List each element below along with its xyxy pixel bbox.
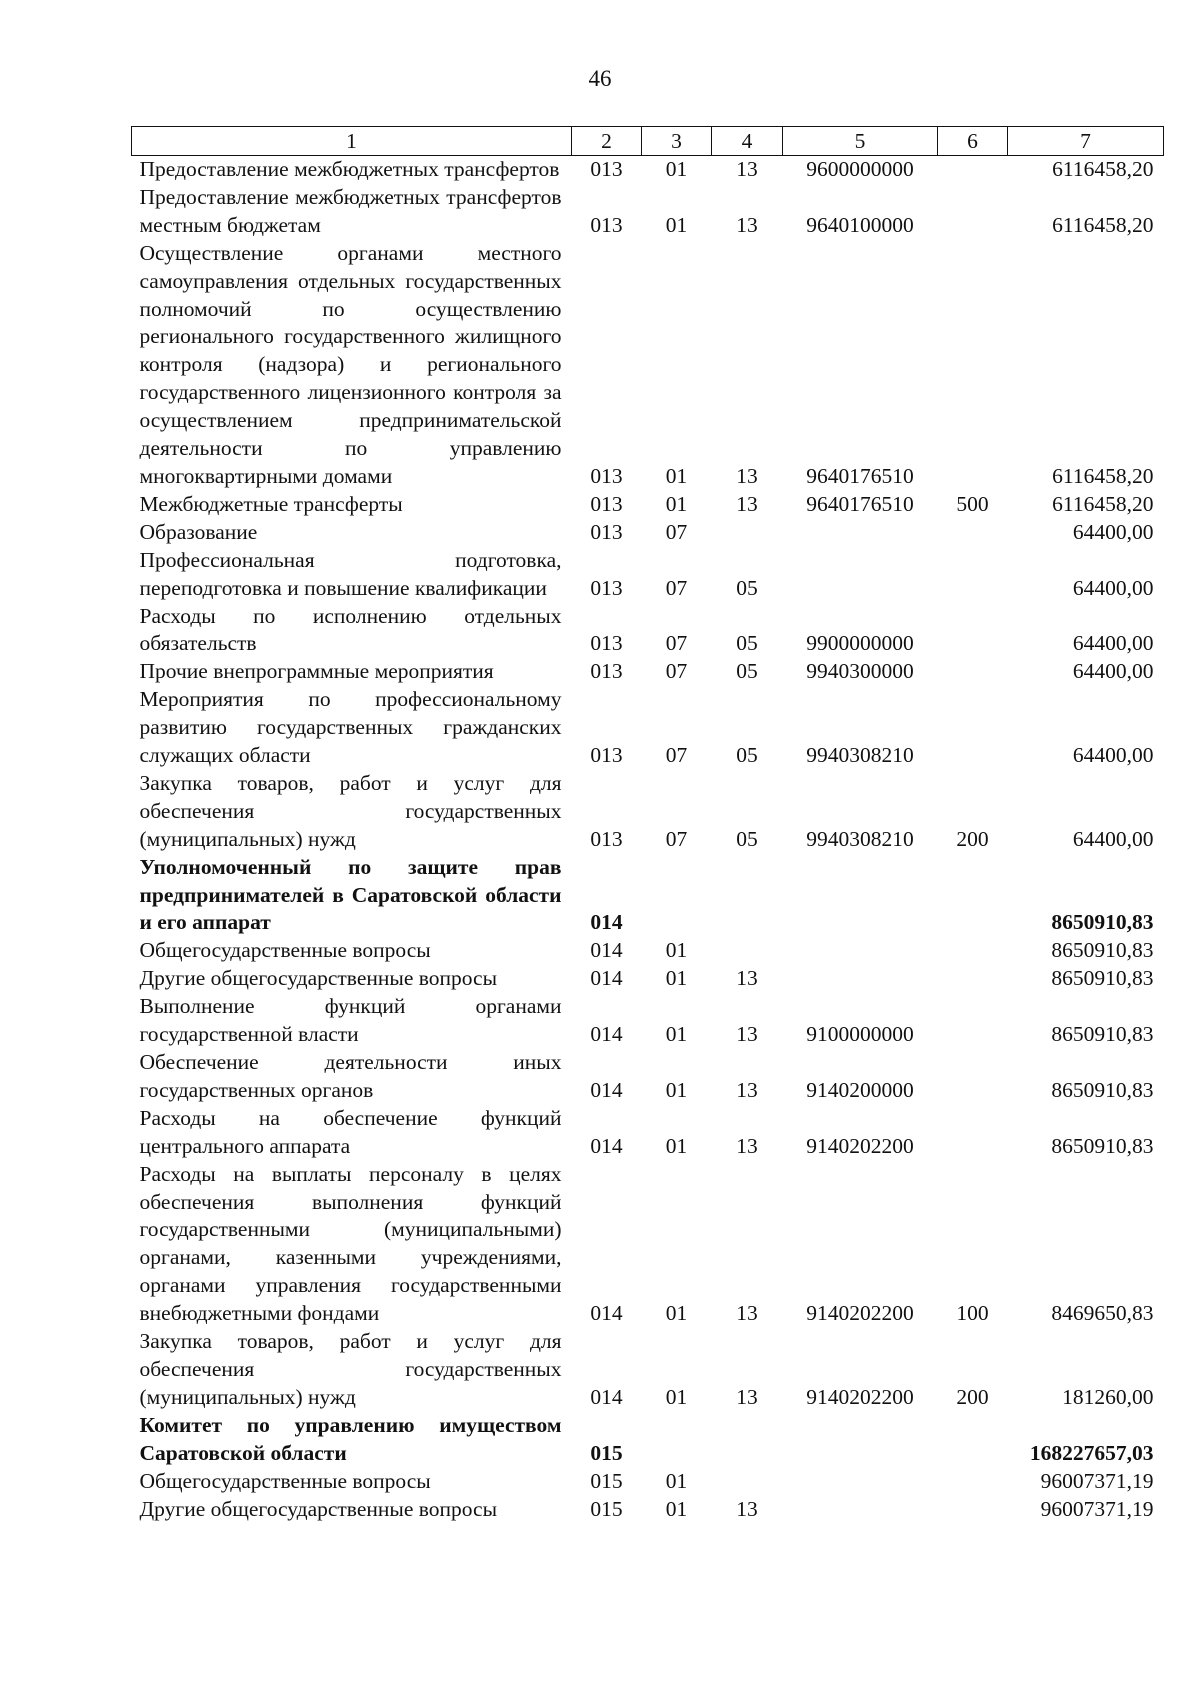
ministry-code-cell: 015 — [590, 1440, 623, 1465]
target-article-cell: 9900000000 — [806, 631, 914, 656]
row-name-cell: Расходы на обеспечение функций центрального аппарата — [139, 1105, 562, 1158]
row-name-cell: Образование — [139, 519, 258, 544]
row-name-cell: Общегосударственные вопросы — [139, 938, 431, 963]
subsection-code-cell: 13 — [736, 1077, 758, 1102]
ministry-code-cell: 014 — [590, 966, 623, 991]
header-cell: 7 — [1008, 127, 1164, 156]
row-name-cell: Осуществление органами местного самоуправления отдельных государственных полномочий по осуществлению регионального государственного жилищного контроля (надзора) и регионального государственного лицензионного контроля за осуществлением предпринимательской деятельности по управлению многоквартирными домами — [139, 240, 562, 488]
ministry-code-cell: 013 — [590, 519, 623, 544]
sum-cell: 6116458,20 — [1052, 212, 1154, 237]
ministry-code-cell: 013 — [590, 491, 623, 516]
expense-type-cell — [938, 658, 1008, 686]
ministry-code-cell: 013 — [590, 631, 623, 656]
expense-type-cell — [938, 240, 1008, 491]
subsection-code-cell: 13 — [736, 966, 758, 991]
ministry-code-cell: 014 — [590, 910, 623, 935]
table-row — [132, 491, 1164, 519]
table-row — [132, 603, 1164, 659]
expense-type-cell — [938, 184, 1008, 240]
sum-cell: 8469650,83 — [1051, 1301, 1154, 1326]
subsection-code-cell: 13 — [736, 212, 758, 237]
table-row — [132, 1468, 1164, 1496]
sum-cell: 8650910,83 — [1051, 910, 1154, 935]
section-code-cell: 07 — [665, 826, 688, 851]
ministry-code-cell: 013 — [590, 659, 623, 684]
subsection-code-cell: 05 — [736, 659, 758, 684]
subsection-code-cell: 13 — [736, 463, 758, 488]
table-row — [132, 240, 1164, 491]
sum-cell: 64400,00 — [1072, 631, 1154, 656]
row-name-cell: Закупка товаров, работ и услуг для обеспечения государственных (муниципальных) нужд — [139, 1329, 562, 1409]
subsection-code-cell: 13 — [736, 1022, 758, 1047]
ministry-code-cell: 013 — [590, 826, 623, 851]
table-row — [132, 547, 1164, 603]
expense-type-cell: 100 — [956, 1301, 989, 1326]
sum-cell: 6116458,20 — [1052, 491, 1154, 516]
expense-type-cell — [938, 854, 1008, 938]
ministry-code-cell: 013 — [590, 575, 623, 600]
subsection-code-cell — [712, 1468, 783, 1496]
section-code-cell: 01 — [665, 966, 688, 991]
table-row — [132, 1328, 1164, 1412]
target-article-cell — [783, 519, 938, 547]
target-article-cell: 9140200000 — [806, 1077, 914, 1102]
table-row — [132, 965, 1164, 993]
sum-cell: 96007371,19 — [1040, 1496, 1154, 1521]
page-number: 46 — [588, 66, 612, 91]
expense-type-cell — [938, 1468, 1008, 1496]
ministry-code-cell: 014 — [590, 1022, 623, 1047]
target-article-cell — [783, 854, 938, 938]
row-name-cell: Межбюджетные трансферты — [139, 491, 403, 516]
expense-type-cell — [938, 547, 1008, 603]
ministry-code-cell: 014 — [590, 1133, 623, 1158]
section-code-cell: 01 — [665, 1468, 688, 1493]
subsection-code-cell — [712, 854, 783, 938]
section-code-cell: 07 — [665, 575, 688, 600]
section-code-cell: 07 — [665, 659, 688, 684]
section-code-cell: 01 — [665, 157, 688, 181]
section-code-cell: 07 — [665, 631, 688, 656]
ministry-code-cell: 014 — [590, 938, 623, 963]
header-row — [132, 127, 1164, 156]
target-article-cell: 9640176510 — [806, 491, 914, 516]
table-row — [132, 770, 1164, 854]
sum-cell: 64400,00 — [1072, 743, 1154, 768]
section-code-cell: 07 — [665, 743, 688, 768]
target-article-cell: 9940300000 — [806, 659, 914, 684]
header-cell: 3 — [642, 127, 712, 156]
target-article-cell — [783, 1468, 938, 1496]
section-code-cell: 01 — [665, 1301, 688, 1326]
row-name-cell: Профессиональная подготовка, переподготовка и повышение квалификации — [139, 547, 562, 600]
row-name-cell: Прочие внепрограммные мероприятия — [139, 659, 494, 684]
subsection-code-cell: 13 — [736, 1384, 758, 1409]
sum-cell: 64400,00 — [1072, 659, 1154, 684]
ministry-code-cell: 014 — [590, 1384, 623, 1409]
table-row — [132, 184, 1164, 240]
sum-cell: 8650910,83 — [1051, 966, 1154, 991]
sum-cell: 8650910,83 — [1051, 1022, 1154, 1047]
header-cell: 6 — [938, 127, 1008, 156]
sum-cell: 8650910,83 — [1051, 938, 1154, 963]
expense-type-cell — [938, 1412, 1008, 1468]
subsection-code-cell: 13 — [736, 1301, 758, 1326]
expense-type-cell — [938, 1049, 1008, 1105]
table-row — [132, 1105, 1164, 1161]
ministry-code-cell: 015 — [590, 1496, 623, 1521]
sum-cell: 64400,00 — [1072, 519, 1154, 544]
ministry-code-cell: 013 — [590, 463, 623, 488]
target-article-cell: 9640176510 — [806, 463, 914, 488]
table-row — [132, 686, 1164, 770]
section-code-cell — [642, 1412, 712, 1468]
subsection-code-cell: 05 — [736, 631, 758, 656]
expense-type-cell — [938, 156, 1008, 184]
table-row — [132, 937, 1164, 965]
header-cell: 1 — [132, 127, 572, 156]
expense-type-cell — [938, 519, 1008, 547]
table-row — [132, 519, 1164, 547]
expense-type-cell — [938, 1496, 1008, 1524]
expense-type-cell — [938, 1105, 1008, 1161]
table-row — [132, 658, 1164, 686]
sum-cell: 64400,00 — [1072, 826, 1154, 851]
row-name-cell: Расходы по исполнению отдельных обязательств — [139, 603, 562, 656]
row-name-cell: Расходы на выплаты персоналу в целях обеспечения выполнения функций государственными (муниципальными) органами, казенными учреждениями, органами управления государственными внебюджетными фондами — [139, 1161, 562, 1326]
subsection-code-cell: 05 — [736, 575, 758, 600]
target-article-cell: 9140202200 — [806, 1301, 914, 1326]
section-code-cell: 01 — [665, 1133, 688, 1158]
subsection-code-cell: 13 — [736, 1496, 758, 1521]
sum-cell: 6116458,20 — [1052, 463, 1154, 488]
table-row — [132, 1049, 1164, 1105]
table-row — [132, 1496, 1164, 1524]
row-name-cell: Обеспечение деятельности иных государственных органов — [139, 1050, 562, 1102]
table-row — [132, 156, 1164, 184]
sum-cell: 8650910,83 — [1051, 1077, 1154, 1102]
subsection-code-cell — [712, 1412, 783, 1468]
target-article-cell — [783, 937, 938, 965]
expense-type-cell — [938, 965, 1008, 993]
target-article-cell: 9940308210 — [806, 826, 914, 851]
sum-cell: 6116458,20 — [1052, 157, 1154, 181]
section-code-cell: 01 — [665, 1496, 688, 1521]
section-code-cell: 01 — [665, 1022, 688, 1047]
subsection-code-cell: 13 — [736, 491, 758, 516]
section-code-cell: 01 — [665, 212, 688, 237]
ministry-code-cell: 013 — [590, 743, 623, 768]
row-name-cell: Уполномоченный по защите прав предпринимателей в Саратовской области и его аппарат — [139, 854, 562, 935]
row-name-cell: Другие общегосударственные вопросы — [139, 1496, 498, 1521]
target-article-cell — [783, 547, 938, 603]
section-code-cell: 01 — [665, 938, 688, 963]
subsection-code-cell: 13 — [736, 1133, 758, 1158]
header-cell: 4 — [712, 127, 783, 156]
row-name-cell: Закупка товаров, работ и услуг для обеспечения государственных (муниципальных) нужд — [139, 770, 562, 851]
row-name-cell: Другие общегосударственные вопросы — [139, 966, 498, 991]
subsection-code-cell — [712, 937, 783, 965]
header-cell: 5 — [783, 127, 938, 156]
subsection-code-cell: 13 — [736, 157, 758, 181]
row-name-cell: Предоставление межбюджетных трансфертов — [139, 157, 560, 181]
header-cell: 2 — [572, 127, 642, 156]
table-row — [132, 993, 1164, 1049]
section-code-cell: 01 — [665, 491, 688, 516]
section-code-cell: 01 — [665, 1077, 688, 1102]
target-article-cell — [783, 965, 938, 993]
target-article-cell: 9940308210 — [806, 743, 914, 768]
section-code-cell: 07 — [665, 519, 688, 544]
ministry-code-cell: 014 — [590, 1301, 623, 1326]
expense-type-cell: 200 — [956, 1384, 989, 1409]
target-article-cell: 9140202200 — [806, 1133, 914, 1158]
target-article-cell: 9640100000 — [806, 212, 914, 237]
expense-type-cell — [938, 603, 1008, 659]
table-row — [132, 854, 1164, 938]
subsection-code-cell: 05 — [736, 743, 758, 768]
budget-table — [131, 126, 1164, 1523]
ministry-code-cell: 014 — [590, 1077, 623, 1102]
expense-type-cell: 500 — [956, 491, 989, 516]
section-code-cell: 01 — [665, 1384, 688, 1409]
table-row — [132, 1412, 1164, 1468]
ministry-code-cell: 013 — [590, 212, 623, 237]
table-row — [132, 1161, 1164, 1328]
target-article-cell — [783, 1496, 938, 1524]
target-article-cell: 9140202200 — [806, 1384, 914, 1409]
section-code-cell — [642, 854, 712, 938]
target-article-cell — [783, 1412, 938, 1468]
sum-cell: 168227657,03 — [1029, 1440, 1154, 1465]
expense-type-cell — [938, 993, 1008, 1049]
row-name-cell: Выполнение функций органами государственной власти — [139, 994, 562, 1047]
expense-type-cell: 200 — [956, 826, 989, 851]
subsection-code-cell — [712, 519, 783, 547]
section-code-cell: 01 — [665, 463, 688, 488]
sum-cell: 8650910,83 — [1051, 1133, 1154, 1158]
row-name-cell: Комитет по управлению имуществом Саратовской области — [139, 1412, 562, 1465]
target-article-cell: 9600000000 — [806, 157, 914, 181]
target-article-cell: 9100000000 — [806, 1022, 914, 1047]
sum-cell: 64400,00 — [1072, 575, 1154, 600]
sum-cell: 96007371,19 — [1040, 1468, 1154, 1493]
ministry-code-cell: 015 — [590, 1468, 623, 1493]
subsection-code-cell: 05 — [736, 826, 758, 851]
row-name-cell: Мероприятия по профессиональному развитию государственных гражданских служащих области — [139, 687, 562, 768]
sum-cell: 181260,00 — [1062, 1384, 1154, 1409]
row-name-cell: Предоставление межбюджетных трансфертов местным бюджетам — [139, 184, 562, 237]
ministry-code-cell: 013 — [590, 157, 623, 181]
row-name-cell: Общегосударственные вопросы — [139, 1468, 431, 1493]
expense-type-cell — [938, 686, 1008, 770]
expense-type-cell — [938, 937, 1008, 965]
